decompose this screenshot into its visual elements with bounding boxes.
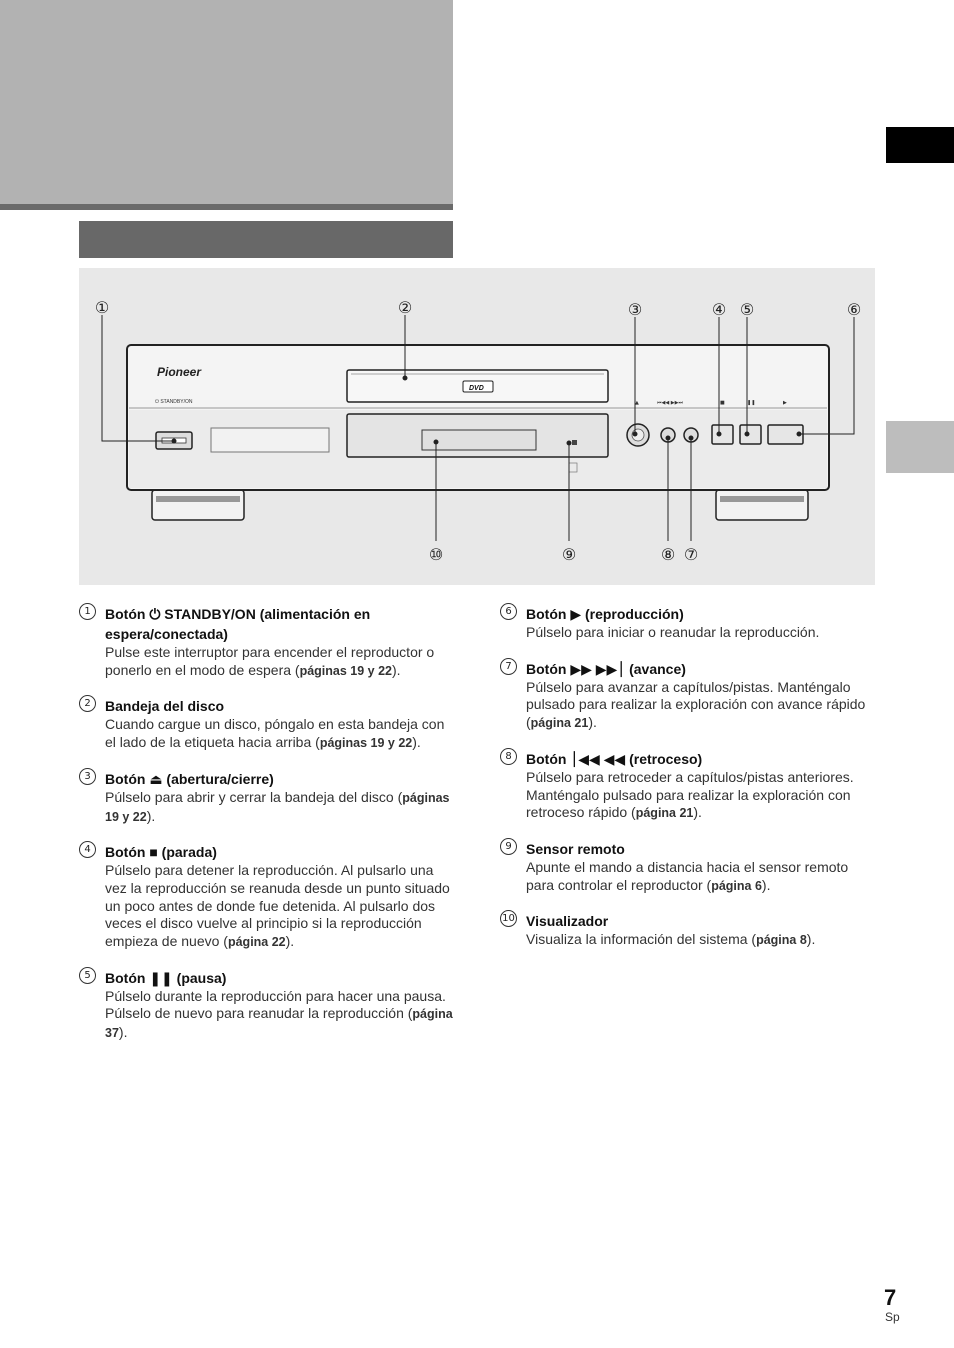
- item-number: 2: [79, 695, 96, 712]
- page-ref: página 21: [530, 716, 589, 731]
- item-number: 4: [79, 841, 96, 858]
- item-6: [500, 604, 880, 643]
- section-title-bar: [79, 221, 453, 258]
- callout-10: ⑩: [428, 545, 444, 564]
- item-number: 8: [500, 748, 517, 765]
- leader-9-dot: [567, 441, 571, 445]
- leader-4-dot: [717, 432, 721, 436]
- item-title: Botón ⏏ (abertura/cierre): [105, 770, 274, 787]
- item-number: 6: [500, 603, 517, 620]
- leader-6-dot: [797, 432, 801, 436]
- remote-sensor: [572, 440, 577, 445]
- item-number: 10: [500, 910, 517, 927]
- item-title: Botón ⏻ STANDBY/ON (alimentación en espera/conectada): [105, 606, 371, 642]
- page-ref: página 21: [635, 806, 694, 821]
- item-5: [79, 968, 459, 1043]
- callout-9: ⑨: [561, 545, 577, 564]
- left-foot-band: [156, 496, 240, 502]
- left-foot: [152, 490, 244, 520]
- leader-10-dot: [434, 440, 438, 444]
- page-ref: páginas 19 y 22: [105, 790, 450, 824]
- item-title: Sensor remoto: [526, 840, 625, 857]
- item-desc: Púlselo para detener la reproducción. Al pulsarlo una vez la reproducción se reanuda desde un punto situado un poco antes de donde fue detenida. Al pulsarlo dos veces el disco vuelve al principio si la reproducción empieza de nuevo (página 22).: [105, 862, 450, 950]
- item-desc: Púlselo para avanzar a capítulos/pistas. Manténgalo pulsado para realizar la exploración con avance rápido (página 21).: [526, 678, 866, 731]
- item-number: 7: [500, 658, 517, 675]
- item-desc: Visualiza la información del sistema (página 8).: [526, 931, 816, 948]
- leader-7-dot: [689, 436, 693, 440]
- item-desc: Apunte el mando a distancia hacia el sensor remoto para controlar el reproductor (página 6).: [526, 858, 849, 893]
- callout-1: ①: [94, 298, 110, 317]
- item-number: 1: [79, 603, 96, 620]
- item-number: 5: [79, 967, 96, 984]
- item-title: Botón ▶ (reproducción): [526, 606, 684, 622]
- leader-8-dot: [666, 436, 670, 440]
- leader-1-dot: [172, 439, 176, 443]
- item-3: [79, 769, 459, 826]
- pause-button[interactable]: [740, 425, 761, 444]
- chapter-tab-black: [886, 127, 954, 163]
- open-close-label: ▲: [635, 400, 639, 406]
- item-title: Visualizador: [526, 913, 609, 930]
- item-7: [500, 659, 880, 733]
- header-gray-block: [0, 0, 453, 204]
- item-4: [79, 842, 459, 952]
- front-panel-diagram: [79, 268, 875, 585]
- right-column: [500, 604, 880, 966]
- callout-5: ⑤: [739, 300, 755, 319]
- item-number: 9: [500, 838, 517, 855]
- item-desc: Púlselo para retroceder a capítulos/pistas anteriores. Manténgalo pulsado para realizar la exploración con retroceso rápido (página 21).: [526, 768, 854, 821]
- callout-8: ⑧: [660, 545, 676, 564]
- left-column: [79, 604, 459, 1059]
- skip-labels: ⏮◀◀ ▶▶⏭: [657, 400, 683, 406]
- item-title: Botón ❚❚ (pausa): [105, 969, 227, 986]
- item-desc: Pulse este interruptor para encender el reproductor o ponerlo en el modo de espera (páginas 19 y 22).: [105, 644, 435, 678]
- item-8: [500, 749, 880, 823]
- item-desc: Púlselo para iniciar o reanudar la reproducción.: [526, 624, 820, 640]
- right-foot: [716, 490, 808, 520]
- page-language: Sp: [885, 1310, 900, 1324]
- header-rule: [0, 204, 453, 210]
- item-title: Bandeja del disco: [105, 698, 225, 715]
- item-title: Botón ▶▶ ▶▶⏐ (avance): [526, 660, 686, 677]
- page-ref: página 37: [105, 1007, 453, 1041]
- page-ref: páginas 19 y 22: [299, 663, 392, 678]
- leader-5-dot: [745, 432, 749, 436]
- page-ref: página 8: [756, 933, 807, 948]
- callout-2: ②: [397, 298, 413, 317]
- brand-logo: Pioneer: [157, 365, 202, 379]
- chapter-tab-gray: [886, 421, 954, 473]
- item-desc: Cuando cargue un disco, póngalo en esta bandeja con el lado de la etiqueta hacia arriba (páginas 19 y 22).: [105, 716, 445, 751]
- item-desc: Púlselo durante la reproducción para hacer una pausa. Púlselo de nuevo para reanudar la reproducción (página 37).: [105, 987, 453, 1041]
- page-ref: página 22: [227, 935, 286, 950]
- callout-4: ④: [711, 300, 727, 319]
- pause-label: ❚❚: [747, 400, 756, 406]
- item-1: [79, 604, 459, 680]
- callout-7: ⑦: [683, 545, 699, 564]
- player-illustration: [79, 268, 875, 585]
- item-number: 3: [79, 768, 96, 785]
- play-label: ▶: [783, 400, 787, 406]
- item-title: Botón ⏐◀◀ ◀◀ (retroceso): [526, 750, 703, 767]
- stop-label: ■: [720, 400, 725, 406]
- standby-label: ⏻ STANDBY/ON: [155, 399, 193, 405]
- item-desc: Púlselo para abrir y cerrar la bandeja del disco (páginas 19 y 22).: [105, 788, 450, 824]
- front-window: [211, 428, 329, 452]
- item-title: Botón ■ (parada): [105, 844, 217, 861]
- display-screen: [422, 430, 536, 450]
- leader-2-dot: [403, 376, 407, 380]
- right-foot-band: [720, 496, 804, 502]
- page-ref: páginas 19 y 22: [319, 736, 413, 751]
- dvd-logo-text: DVD: [469, 385, 484, 392]
- item-10: [500, 911, 880, 950]
- page-number: 7: [884, 1285, 897, 1310]
- callout-6: ⑥: [846, 300, 862, 319]
- page-ref: página 6: [711, 878, 762, 893]
- leader-3-dot: [633, 432, 637, 436]
- stop-button[interactable]: [712, 425, 733, 444]
- item-2: [79, 696, 459, 752]
- callout-3: ③: [627, 300, 643, 319]
- item-9: [500, 839, 880, 895]
